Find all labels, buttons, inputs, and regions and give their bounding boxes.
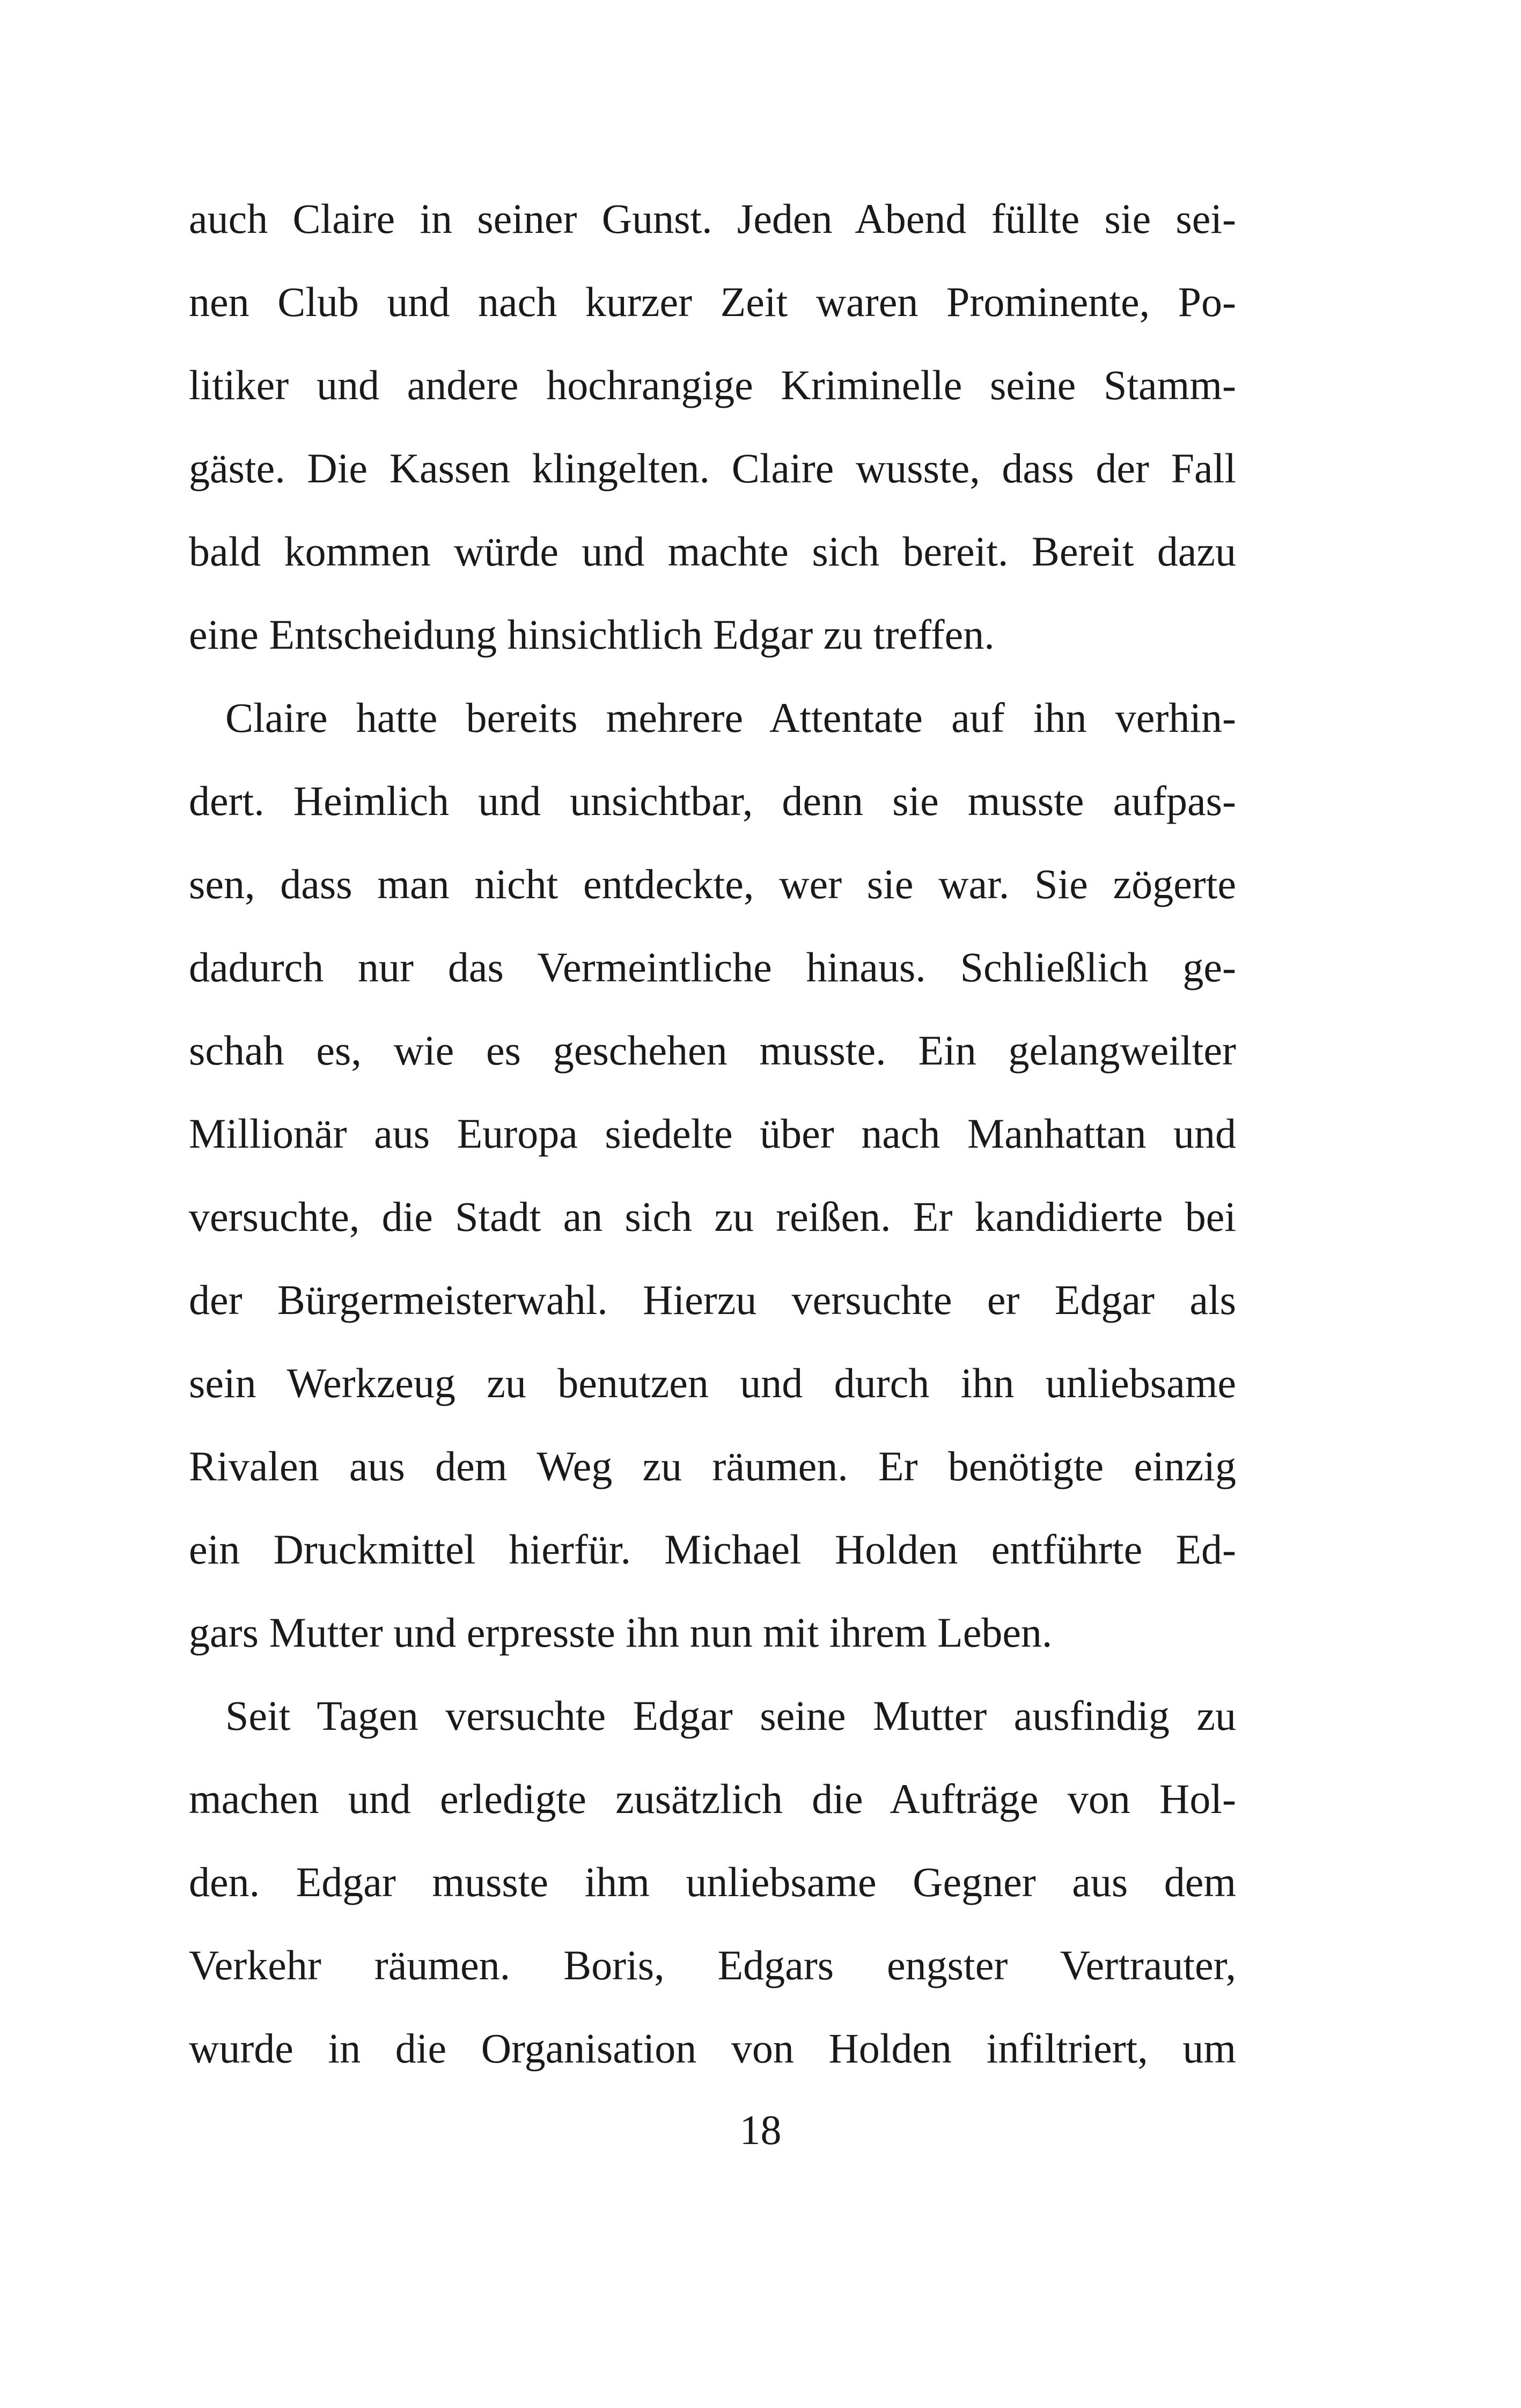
text-line: ein Druckmittel hierfür. Michael Holden entführte Ed- [189, 1526, 1236, 1573]
text-line: schah es, wie es geschehen musste. Ein gelangweilter [189, 1027, 1236, 1074]
text-line: Claire hatte bereits mehrere Attentate auf ihn verhin- [225, 694, 1236, 741]
text-line: versuchte, die Stadt an sich zu reißen. Er kandidierte bei [189, 1193, 1236, 1240]
text-line: machen und erledigte zusätzlich die Aufträge von Hol- [189, 1775, 1236, 1822]
text-line: wurde in die Organisation von Holden infiltriert, um [189, 2025, 1236, 2072]
text-line: Seit Tagen versuchte Edgar seine Mutter ausfindig zu [225, 1692, 1236, 1739]
text-line: den. Edgar musste ihm unliebsame Gegner aus dem [189, 1859, 1236, 1905]
text-line: bald kommen würde und machte sich bereit. Bereit dazu [189, 528, 1236, 575]
text-line: Millionär aus Europa siedelte über nach Manhattan und [189, 1110, 1236, 1157]
text-line: der Bürgermeisterwahl. Hierzu versuchte er Edgar als [189, 1276, 1236, 1323]
text-line: gars Mutter und erpresste ihn nun mit ihrem Leben. [189, 1609, 1053, 1656]
text-line: eine Entscheidung hinsichtlich Edgar zu treffen. [189, 611, 995, 658]
text-line: sen, dass man nicht entdeckte, wer sie war. Sie zögerte [189, 861, 1236, 907]
body-text [189, 177, 1236, 2090]
text-line: nen Club und nach kurzer Zeit waren Prominente, Po- [189, 278, 1236, 325]
text-line: Verkehr räumen. Boris, Edgars engster Vertrauter, [189, 1942, 1236, 1988]
text-line: litiker und andere hochrangige Kriminelle seine Stamm- [189, 362, 1236, 408]
text-line: Rivalen aus dem Weg zu räumen. Er benötigte einzig [189, 1443, 1236, 1489]
text-line: dadurch nur das Vermeintliche hinaus. Schließlich ge- [189, 944, 1236, 990]
text-line: gäste. Die Kassen klingelten. Claire wusste, dass der Fall [189, 445, 1236, 491]
text-line: sein Werkzeug zu benutzen und durch ihn unliebsame [189, 1360, 1236, 1406]
text-line: dert. Heimlich und unsichtbar, denn sie musste aufpas- [189, 777, 1236, 824]
text-line: auch Claire in seiner Gunst. Jeden Abend füllte sie sei- [189, 195, 1236, 242]
page-number: 18 [739, 2106, 782, 2153]
